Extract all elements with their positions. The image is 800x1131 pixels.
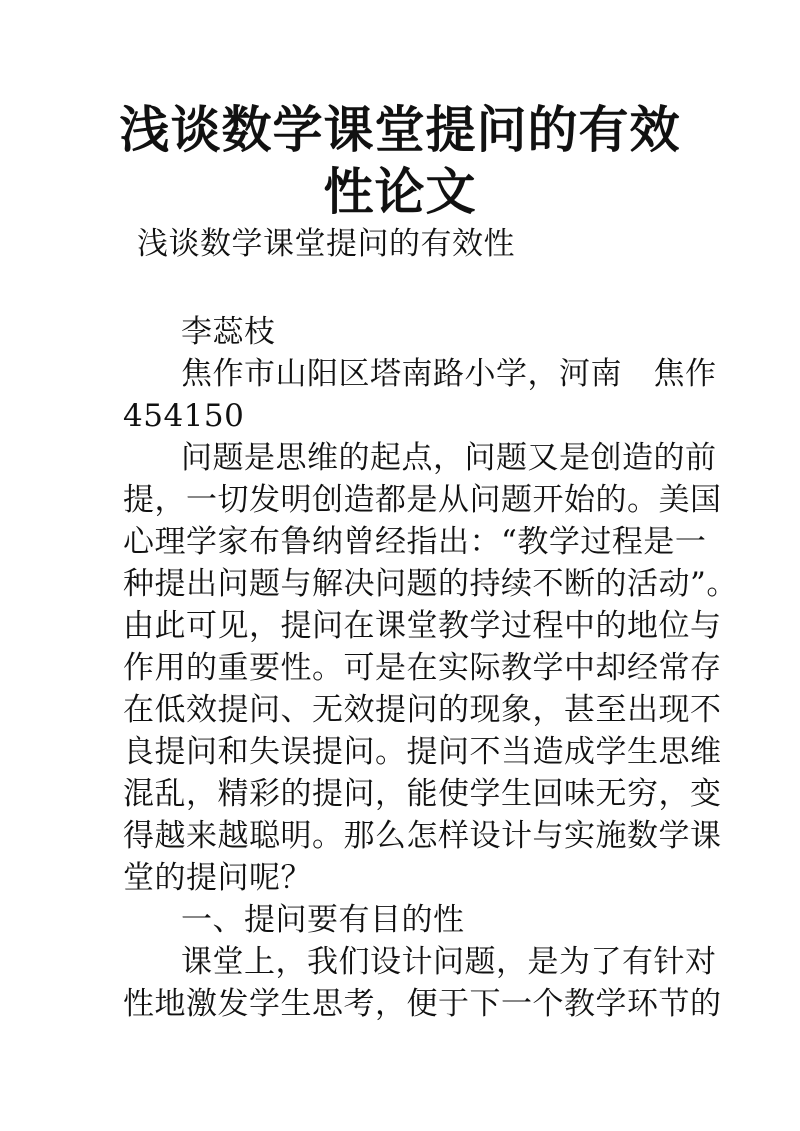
section-paragraph-line: 性地激发学生思考，便于下一个教学环节的	[123, 986, 722, 1022]
paragraph-line: 得越来越聪明。那么怎样设计与实施数学课	[123, 818, 722, 854]
author-postcode: 454150	[123, 398, 245, 434]
paragraph-line: 堂的提问呢？	[123, 860, 312, 896]
paragraph-line: 由此可见，提问在课堂教学过程中的地位与	[123, 608, 722, 644]
section-heading: 一、提问要有目的性	[181, 902, 465, 938]
paragraph-line: 混乱，精彩的提问，能使学生回味无穷，变	[123, 776, 722, 812]
paragraph-line: 良提问和失误提问。提问不当造成学生思维	[123, 734, 722, 770]
section-paragraph-line: 课堂上，我们设计问题，是为了有针对	[181, 944, 717, 980]
paragraph-line: 提，一切发明创造都是从问题开始的。美国	[123, 482, 722, 518]
paragraph-line: 问题是思维的起点，问题又是创造的前	[181, 440, 717, 476]
paragraph-line: 作用的重要性。可是在实际教学中却经常存	[123, 650, 722, 686]
document-subtitle: 浅谈数学课堂提问的有效性	[137, 226, 515, 262]
paragraph-line: 在低效提问、无效提问的现象，甚至出现不	[123, 692, 722, 728]
author-affiliation: 焦作市山阳区塔南路小学，河南 焦作	[181, 356, 717, 392]
author-name: 李蕊枝	[181, 314, 276, 350]
paragraph-line: 种提出问题与解决问题的持续不断的活动”。	[123, 566, 738, 602]
paragraph-line: 心理学家布鲁纳曾经指出：“教学过程是一	[123, 524, 707, 560]
document-title-line-1: 浅谈数学课堂提问的有效	[119, 101, 681, 159]
document-title-line-2: 性论文	[323, 163, 477, 221]
